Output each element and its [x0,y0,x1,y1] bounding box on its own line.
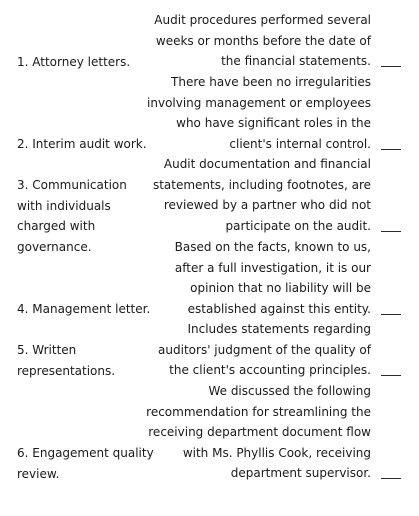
description-text: Audit procedures performed several weeks or months before the date of the financial statements. [154,13,371,69]
description-text: We discussed the following recommendation for streamlining the receiving department document flow with Ms. Phyllis Cook, receiving department supervisor. [146,384,371,481]
answer-blank[interactable] [381,66,401,67]
term-label: 1. Attorney letters. [17,55,131,69]
term-label: 5. Written representations. [17,343,116,378]
answer-blank[interactable] [381,231,401,232]
term-label: 6. Engagement quality review. [17,446,154,481]
answer-blank[interactable] [381,478,401,479]
answer-blank[interactable] [381,375,401,376]
term-label: 4. Management letter. [17,302,151,316]
term-label: 3. Communication with individuals charged with governance. [17,178,127,254]
description-text: Includes statements regarding auditors' judgment of the quality of the client's accounting principles. [158,322,371,378]
description-text: Audit documentation and financial statements, including footnotes, are reviewed by a partner who did not participate on the audit. [152,157,371,233]
description-text: There have been no irregularities involving management or employees who have significant roles in the client's internal control. [147,75,371,151]
answer-blank[interactable] [381,149,401,150]
term-label: 2. Interim audit work. [17,137,147,151]
answer-blank[interactable] [381,314,401,315]
description-text: Based on the facts, known to us, after a full investigation, it is our opinion that no liability will be established against this entity. [174,240,371,316]
